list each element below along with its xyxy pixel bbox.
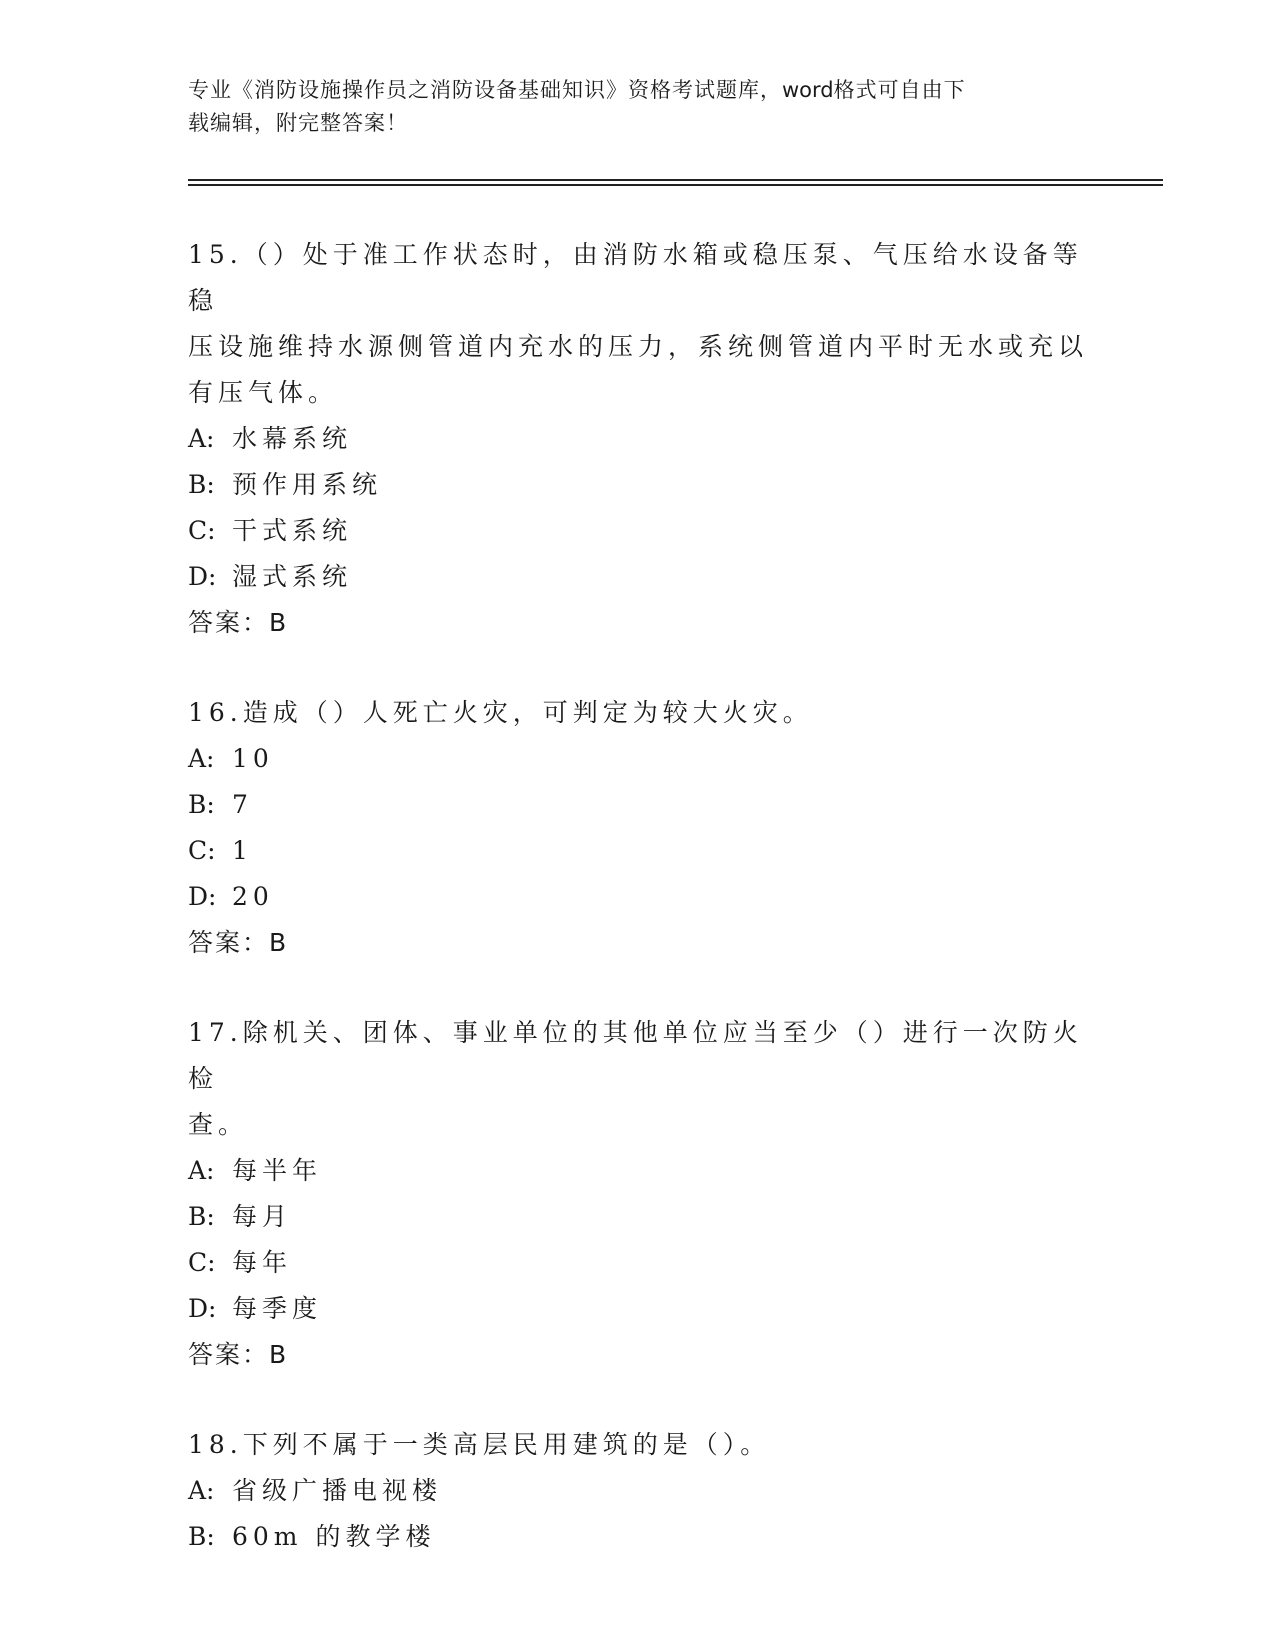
option-text: 预作用系统 (232, 470, 383, 499)
question-text-line: 17.除机关、团体、事业单位的其他单位应当至少（）进行一次防火检 (188, 1018, 1083, 1093)
option-text: 每年 (232, 1248, 293, 1277)
option-letter: A: (188, 1476, 215, 1505)
option-text: 每季度 (232, 1294, 323, 1323)
option-letter: B: (188, 470, 215, 499)
option-b (188, 782, 1088, 828)
option-letter: B: (188, 790, 215, 819)
option-letter: A: (188, 744, 215, 773)
question-18 (188, 1422, 1088, 1560)
option-c (188, 1240, 1088, 1286)
option-text: 7 (232, 790, 253, 819)
option-d (188, 554, 1088, 600)
document-header (188, 74, 1068, 140)
option-b (188, 1194, 1088, 1240)
option-letter: D: (188, 1294, 217, 1323)
header-line-1 (188, 74, 1068, 107)
option-text: 60m 的教学楼 (232, 1522, 436, 1551)
option-text: 每月 (232, 1202, 293, 1231)
option-letter: D: (188, 562, 217, 591)
option-letter: B: (188, 1202, 215, 1231)
question-text-line: 15.（）处于准工作状态时，由消防水箱或稳压泵、气压给水设备等稳 (188, 240, 1083, 315)
answer-line: 答案：B (188, 928, 289, 957)
option-text: 20 (232, 882, 274, 911)
option-letter: C: (188, 516, 216, 545)
option-c (188, 828, 1088, 874)
option-letter: C: (188, 836, 216, 865)
header-line-1-keyword: word (782, 78, 834, 102)
option-c (188, 508, 1088, 554)
option-letter: D: (188, 882, 217, 911)
question-17 (188, 1010, 1088, 1378)
question-15 (188, 232, 1088, 646)
header-divider-bottom (188, 184, 1163, 186)
option-b (188, 462, 1088, 508)
header-line-1-suffix: 格式可自由下 (833, 78, 966, 102)
question-16 (188, 690, 1088, 966)
question-list (188, 232, 1088, 1604)
option-a (188, 736, 1088, 782)
option-a (188, 416, 1088, 462)
option-letter: A: (188, 424, 215, 453)
header-divider-top (188, 179, 1163, 181)
option-letter: B: (188, 1522, 215, 1551)
option-text: 水幕系统 (232, 424, 353, 453)
option-text: 湿式系统 (232, 562, 353, 591)
answer-line: 答案：B (188, 608, 289, 637)
option-a (188, 1468, 1088, 1514)
question-text-line: 18.下列不属于一类高层民用建筑的是（）。 (188, 1430, 771, 1459)
option-text: 1 (232, 836, 253, 865)
option-b (188, 1514, 1088, 1560)
question-text-line: 压设施维持水源侧管道内充水的压力，系统侧管道内平时无水或充以 (188, 332, 1089, 361)
option-letter: A: (188, 1156, 215, 1185)
option-text: 干式系统 (232, 516, 353, 545)
option-text: 省级广播电视楼 (232, 1476, 443, 1505)
option-letter: C: (188, 1248, 216, 1277)
option-text: 10 (232, 744, 274, 773)
answer-line: 答案：B (188, 1340, 289, 1369)
option-text: 每半年 (232, 1156, 323, 1185)
option-d (188, 874, 1088, 920)
header-line-1-prefix: 专业《消防设施操作员之消防设备基础知识》资格考试题库， (188, 78, 782, 102)
option-a (188, 1148, 1088, 1194)
header-line-2: 载编辑，附完整答案！ (188, 111, 408, 135)
question-text-line: 有压气体。 (188, 378, 339, 407)
question-text-line: 16.造成（）人死亡火灾，可判定为较大火灾。 (188, 698, 813, 727)
option-d (188, 1286, 1088, 1332)
question-text-line: 查。 (188, 1110, 249, 1139)
